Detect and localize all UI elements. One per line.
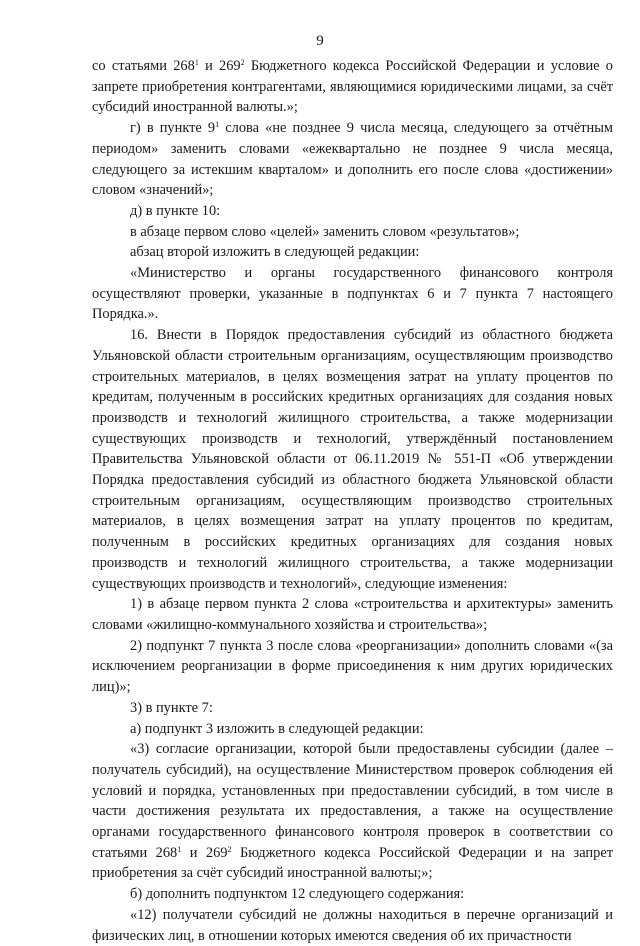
paragraph-text: Бюджетного кодекса Российской Федерации и на запрет приобретения за счёт субсидий иностранной валюты;»;	[92, 844, 613, 882]
paragraph	[92, 719, 613, 740]
paragraph	[92, 905, 613, 946]
paragraph	[92, 201, 613, 222]
superscript: 2	[240, 58, 245, 67]
paragraph	[92, 884, 613, 905]
paragraph-text: «Министерство и органы государственного финансового контроля осуществляют проверки, указанные в подпунктах 6 и 7 пункта 7 настоящего Порядка.».	[92, 265, 613, 323]
paragraph	[92, 263, 613, 325]
paragraph-text: г) в пункте 9	[130, 120, 216, 137]
paragraph	[92, 594, 613, 635]
paragraph	[92, 739, 613, 884]
paragraph-text: 2) подпункт 7 пункта 3 после слова «реорганизации» дополнить словами «(за исключением реорганизации в форме присоединения к ним других юридических лиц)»;	[92, 637, 613, 696]
paragraph-text: 1) в абзаце первом пункта 2 слова «строительства и архитектуры» заменить словами «жилищно-коммунального хозяйства и строительства»;	[92, 596, 613, 633]
paragraph-text: слова «не позднее 9 числа месяца, следующего за отчётным периодом» заменить словами «ежеквартально не позднее 9 числа месяца, следующего за истекшим кварталом» и дополнить его после слова «достижении» словом «значений»;	[92, 120, 613, 199]
paragraph	[92, 222, 613, 243]
paragraph	[92, 242, 613, 263]
paragraph	[92, 118, 613, 201]
paragraph-text: и 269	[198, 58, 241, 74]
paragraph-text: и 269	[181, 844, 228, 861]
paragraph-text: абзац второй изложить в следующей редакции:	[130, 244, 420, 261]
paragraph	[92, 636, 613, 698]
superscript: 1	[215, 120, 220, 130]
superscript: 2	[227, 844, 232, 854]
paragraph	[92, 56, 613, 118]
paragraph-text: а) подпункт 3 изложить в следующей редакции:	[130, 720, 424, 737]
superscript: 1	[194, 58, 199, 67]
paragraph-text: 3) в пункте 7:	[130, 699, 213, 716]
paragraph-text: «12) получатели субсидий не должны находиться в перечне организаций и физических лиц, в отношении которых имеются сведения об их причастности	[92, 906, 613, 944]
paragraph	[92, 325, 613, 594]
page-number: 9	[316, 33, 324, 49]
paragraph	[92, 698, 613, 719]
paragraph-text: «3) согласие организации, которой были предоставлены субсидии (далее – получатель субсидий), на осуществление Министерством проверок соблюдения ей условий и порядка, установленных при предоставлении субсидий, в том числе в части достижения результата их предоставления, а также на осуществление органами государственного финансового контроля проверок в соответствии со статьями 268	[92, 741, 613, 861]
paragraph-text: Бюджетного кодекса Российской Федерации и условие о запрете приобретения контрагентами, являющимися юридическими лицами, за счёт субсидий иностранной валюты.»;	[92, 58, 614, 116]
paragraph-text: б) дополнить подпунктом 12 следующего содержания:	[130, 886, 465, 903]
paragraph-text: со статьями 268	[92, 58, 195, 74]
paragraph-text: д) в пункте 10:	[130, 202, 221, 219]
paragraph-text: 16. Внести в Порядок предоставления субсидий из областного бюджета Ульяновской области строительным организациям, осуществляющим производство строительных материалов, в целях возмещения затрат на уплату процентов по кредитам, полученным в российских кредитных организациях для создания новых производств и технологий жилищного строительства, а также модернизации существующих производств и технологий, утверждённый постановлением Правительства Ульяновской области от 06.11.2019 № 551-П «Об утверждении Порядка предоставления субсидий из областного бюджета Ульяновской области строительным организациям, осуществляющим производство строительных материалов, в целях возмещения затрат на уплату процентов по кредитам, полученным в российских кредитных организациях для создания новых производств и технологий жилищного строительства, а также модернизации существующих производств и технологий», следующие изменения:	[92, 327, 613, 592]
document-body	[92, 56, 613, 946]
paragraph-text: в абзаце первом слово «целей» заменить словом «результатов»;	[130, 223, 520, 240]
superscript: 1	[177, 844, 182, 854]
